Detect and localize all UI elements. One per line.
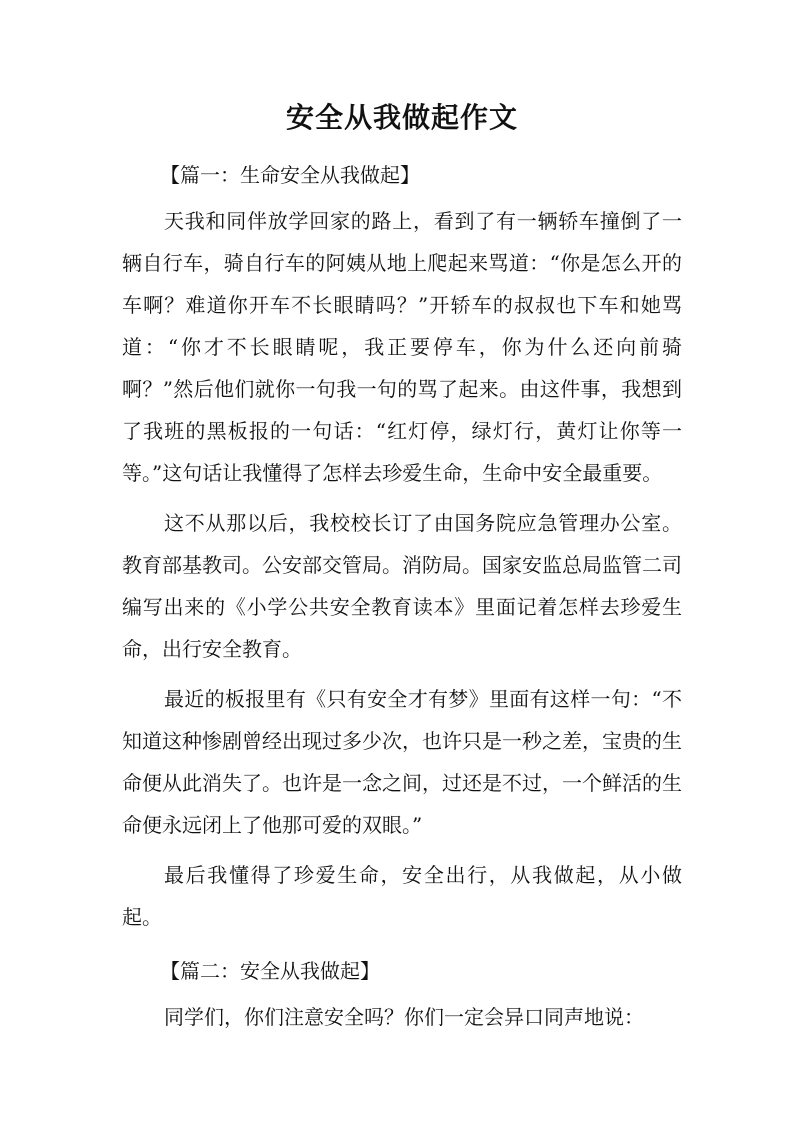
document-title: 安全从我做起作文 xyxy=(285,101,518,134)
paragraph: 同学们，你们注意安全吗？你们一定会异口同声地说： xyxy=(164,1005,644,1029)
section-heading: 【篇一：生命安全从我做起】 xyxy=(160,163,420,187)
section-1 xyxy=(122,150,682,938)
section-2 xyxy=(122,946,682,1038)
document-page xyxy=(122,94,682,1046)
section-heading: 【篇二：安全从我做起】 xyxy=(160,959,380,983)
paragraph: 天我和同伴放学回家的路上，看到了有一辆轿车撞倒了一辆自行车，骑自行车的阿姨从地上爬起来骂道：“你是怎么开的车啊？难道你开车不长眼睛吗？”开轿车的叔叔也下车和她骂道：“你才不长眼睛呢，我正要停车，你为什么还向前骑啊？”然后他们就你一句我一句的骂了起来。由这件事，我想到了我班的黑板报的一句话：“红灯停，绿灯行，黄灯让你等一等。”这句话让我懂得了怎样去珍爱生命，生命中安全最重要。 xyxy=(122,209,682,485)
paragraph: 最近的板报里有《只有安全才有梦》里面有这样一句：“不知道这种惨剧曾经出现过多少次，也许只是一秒之差，宝贵的生命便从此消失了。也许是一念之间，过还是不过，一个鲜活的生命便永远闭上了他那可爱的双眼。” xyxy=(122,687,682,837)
paragraph: 最后我懂得了珍爱生命，安全出行，从我做起，从小做起。 xyxy=(122,863,682,929)
paragraph: 这不从那以后，我校校长订了由国务院应急管理办公室。教育部基教司。公安部交管局。消防局。国家安监总局监管二司编写出来的《小学公共安全教育读本》里面记着怎样去珍爱生命，出行安全教育。 xyxy=(122,511,682,661)
